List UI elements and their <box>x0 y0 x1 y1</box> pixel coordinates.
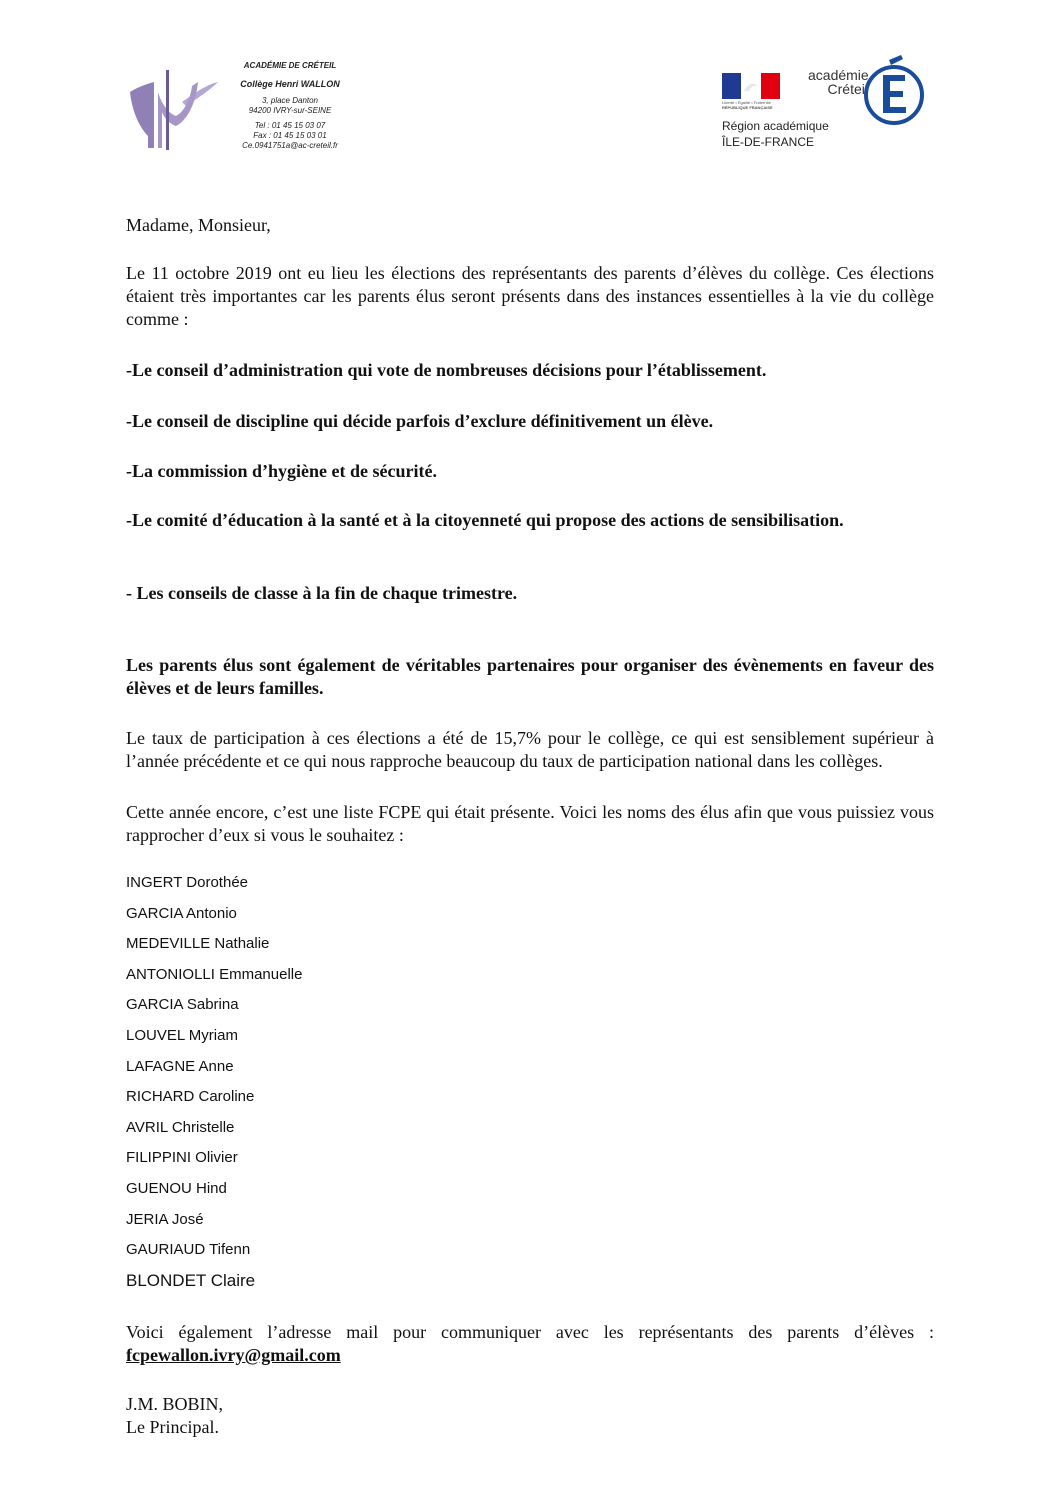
region-line-1: Région académique <box>722 119 829 133</box>
republic-motto-text: Liberté • Égalité • Fraternité <box>722 100 771 105</box>
academie-emblem-logo <box>861 55 927 125</box>
college-address-2: 94200 IVRY-sur-SEINE <box>248 106 332 115</box>
list-intro-paragraph: Cette année encore, c’est une liste FCPE qui était présente. Voici les noms des élus afin que vous puissiez vous rapprocher d’eux si vous le souhaitez : <box>126 802 934 845</box>
intro-paragraph: Le 11 octobre 2019 ont eu lieu les élections des représentants des parents d’élèves du collège. Ces élections étaient très importantes car les parents élus seront présents dans des instances essentielles à la vie du collège comme : <box>126 263 934 329</box>
academie-word: académie <box>808 67 869 83</box>
instance-item: -Le conseil d’administration qui vote de nombreuses décisions pour l’établissement. <box>126 360 767 380</box>
instance-item: -Le comité d’éducation à la santé et à la citoyenneté qui propose des actions de sensibilisation. <box>126 510 844 530</box>
elected-name: GARCIA Sabrina <box>126 996 239 1014</box>
college-info <box>222 60 358 151</box>
college-email: Ce.0941751a@ac-creteil.fr <box>242 141 338 150</box>
college-fax: Fax : 01 45 15 03 01 <box>253 131 327 140</box>
republic-name: RÉPUBLIQUE FRANÇAISE <box>722 105 773 110</box>
elected-name: GAURIAUD Tifenn <box>126 1241 251 1259</box>
elected-name: BLONDET Claire <box>126 1270 256 1290</box>
elected-name: JERIA José <box>126 1210 204 1228</box>
elected-name: MEDEVILLE Nathalie <box>126 935 270 953</box>
elected-name: FILIPPINI Olivier <box>126 1149 238 1167</box>
elected-name: RICHARD Caroline <box>126 1088 255 1106</box>
salutation: Madame, Monsieur, <box>126 215 271 235</box>
participation-paragraph: Le taux de participation à ces élections a été de 15,7% pour le collège, ce qui est sensiblement supérieur à l’année précédente et ce qui nous rapproche beaucoup du taux de participation national dans les collèges. <box>126 728 934 771</box>
republic-motto <box>722 100 792 110</box>
signature <box>126 1393 934 1439</box>
college-tel: Tel : 01 45 15 03 07 <box>254 121 326 130</box>
college-name: Collège Henri WALLON <box>240 79 340 89</box>
region-academique <box>722 118 829 150</box>
creteil-word: Créteil <box>827 81 868 97</box>
elected-name: AVRIL Christelle <box>126 1118 235 1136</box>
elected-name: GARCIA Antonio <box>126 904 237 922</box>
contact-email-link[interactable]: fcpewallon.ivry@gmail.com <box>126 1345 341 1365</box>
partners-paragraph: Les parents élus sont également de véritables partenaires pour organiser des évènements en faveur des élèves et de leurs familles. <box>126 655 934 698</box>
signature-name: J.M. BOBIN, <box>126 1394 224 1414</box>
mail-intro: Voici également l’adresse mail pour communiquer avec les représentants des parents d’élèves : <box>126 1322 934 1342</box>
instance-item: -Le conseil de discipline qui décide parfois d’exclure définitivement un élève. <box>126 411 714 431</box>
elected-name: INGERT Dorothée <box>126 874 248 891</box>
region-line-2: ÎLE-DE-FRANCE <box>722 135 815 149</box>
academie-wordmark <box>808 68 868 96</box>
elected-name: GUENOU Hind <box>126 1179 227 1197</box>
elected-name: LAFAGNE Anne <box>126 1057 234 1075</box>
instance-item: - Les conseils de classe à la fin de chaque trimestre. <box>126 583 518 603</box>
elected-name: ANTONIOLLI Emmanuelle <box>126 965 303 983</box>
mail-paragraph <box>126 1321 934 1367</box>
signature-title: Le Principal. <box>126 1417 219 1437</box>
elected-list <box>126 872 302 1300</box>
college-address-1: 3, place Danton <box>261 96 319 105</box>
instance-item: -La commission d’hygiène et de sécurité. <box>126 461 437 481</box>
republic-flag-logo <box>722 73 780 99</box>
college-academie: ACADÉMIE DE CRÉTEIL <box>243 61 337 70</box>
elected-name: LOUVEL Myriam <box>126 1026 238 1044</box>
college-logo <box>126 62 220 150</box>
